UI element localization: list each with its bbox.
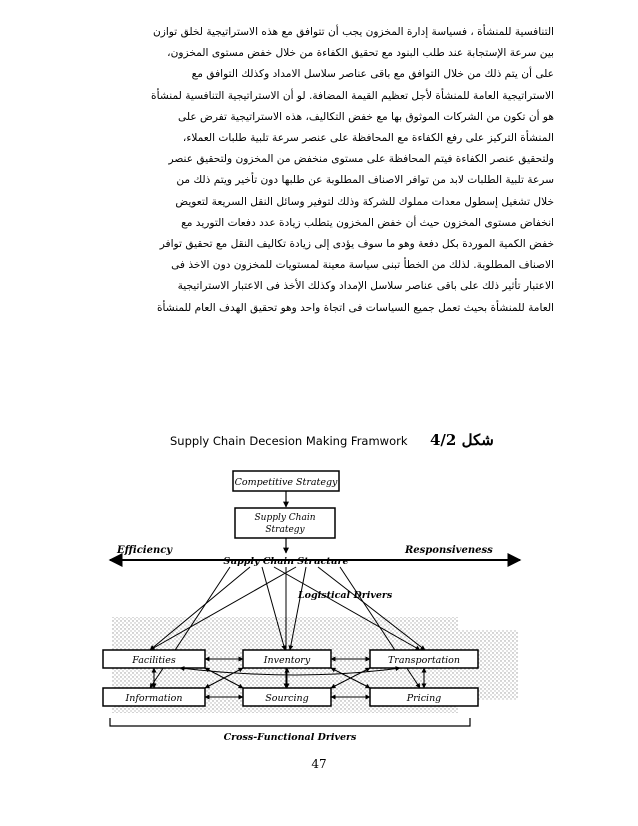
paragraph-line: الاعتبار تأثير ذلك على باقى عناصر سلاسل الإمداد وكذلك الأخذ فى الاعتبار الاستراتيجية	[177, 280, 554, 293]
paragraph-line: العامة للمنشأة بحيث تعمل جميع السياسات فى اتجاة واحد وهو تحقيق الهدف العام للمنشأة	[156, 301, 554, 314]
paragraph-line: المنشأة التركيز على رفع الكفاءة مع المحافظة على عنصر سرعة تلبية طلبات العملاء،	[182, 132, 554, 145]
supply-chain-strategy-label-2: Strategy	[265, 525, 305, 535]
facilities-label: Facilities	[132, 655, 176, 666]
paragraph-line: خلال تشغيل إسطول معدات مملوك للشركة وذلك لتوفير وسائل النقل السريعة لتعويض	[175, 195, 554, 208]
responsiveness-label: Responsiveness	[405, 545, 493, 556]
paragraph-line: التنافسية للمنشأة ، فسياسة إدارة المخزون يجب أن تتوافق مع هذه الاستراتيجية لخلق توازن	[152, 26, 554, 38]
efficiency-label: Efficiency	[117, 545, 173, 556]
logistical-drivers-label: Logistical Drivers	[298, 590, 393, 601]
transportation-label: Transportation	[387, 655, 461, 666]
paragraph-line: سرعة تلبية الطلبات لابد من توافر الاصناف المطلوبة عن طلبها دون تأخير ويتم ذلك من	[176, 174, 554, 187]
sourcing-label: Sourcing	[265, 693, 309, 704]
paragraph-line: على أن يتم ذلك من خلال التوافق مع باقى عناصر سلاسل الامداد وكذلك التوافق مع	[191, 68, 554, 81]
figure-caption-arabic: شكل 4/2	[430, 431, 494, 449]
supply-chain-structure-label: Supply Chain Structure	[223, 556, 349, 567]
paragraph-line: الاستراتيجية العامة للمنشأة لأجل تعظيم القيمة المضافة. لو أن الاستراتيجية التنافسية لمنشأة	[151, 89, 554, 102]
paragraph-line: ولتحقيق عنصر الكفاءة فيتم المحافظة على مستوى منخفض من المخزون ولتحقيق عنصر	[168, 153, 554, 166]
paragraph-line: انخفاض مستوى المخزون حيث أن خفض المخزون يتطلب زيادة عدد دفعات التوريد مع	[181, 216, 554, 229]
pricing-label: Pricing	[406, 693, 442, 704]
cross-functional-bracket	[110, 718, 470, 726]
paragraph-line: خفض الكمية الموردة بكل دفعة وهو ما سوف يؤدى إلى زيادة تكاليف النقل مع تحقيق توافر	[159, 238, 554, 251]
inventory-label: Inventory	[263, 655, 311, 666]
paragraph-line: هو أن تكون من الشركات الموثوق بها مع خفض التكاليف، هذه الاستراتيجية تفرض على	[177, 110, 554, 123]
page-number: 47	[311, 757, 327, 771]
supply-chain-strategy-label-1: Supply Chain	[254, 513, 316, 523]
information-label: Information	[125, 693, 183, 704]
figure-caption-english: Supply Chain Decesion Making Framwork	[170, 434, 408, 448]
paragraph-line: الاصناف المطلوبة. لذلك من الخطأ تبنى سياسة معينة لمستويات للمخزون دون الاخذ فى	[171, 259, 554, 272]
competitive-strategy-label: Competitive Strategy	[234, 477, 338, 488]
cross-functional-drivers-label: Cross-Functional Drivers	[223, 732, 357, 743]
paragraph-line: بين سرعة الإستجابة عند طلب البنود مع تحقيق الكفاءة من خلال خفض مستوى المخزون،	[167, 47, 554, 60]
